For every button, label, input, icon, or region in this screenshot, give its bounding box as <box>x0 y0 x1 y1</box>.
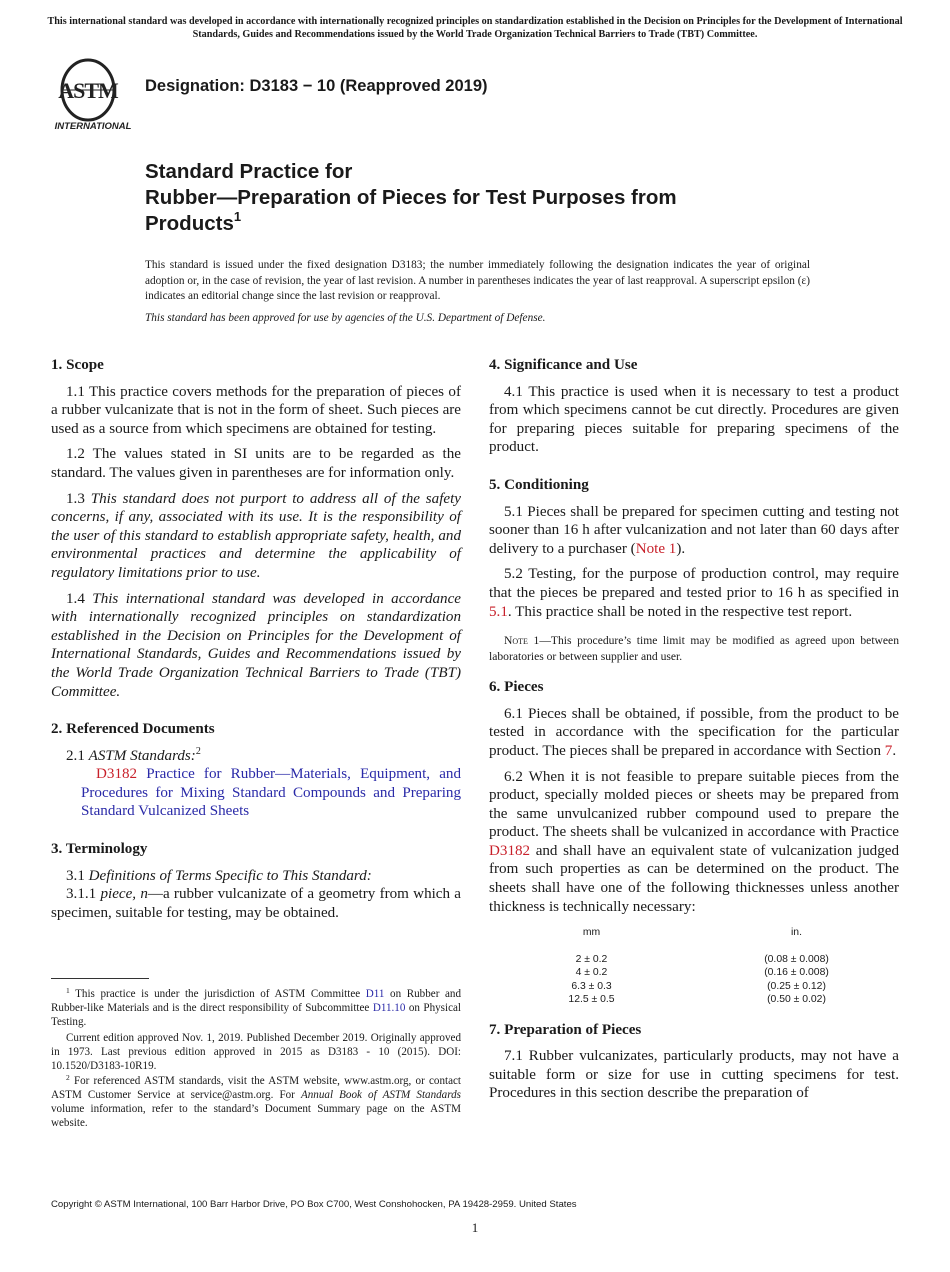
paragraph-6-1: 6.1 Pieces shall be obtained, if possible, from the product to be tested in accordance with the specification for the particular product. The pieces shall be prepared in accordance with Section 7. <box>489 705 899 759</box>
paragraph-4-1: 4.1 This practice is used when it is necessary to test a product from which specimens cannot be cut directly. Procedures are given for preparing pieces suitable for preparing specimens of the product. <box>489 383 899 456</box>
section-terminology <box>51 840 461 922</box>
footnote-2: $^2$ For referenced ASTM standards, visit the ASTM website, www.astm.org, or contact ASTM Customer Service at service@astm.org. For Annual Book of ASTM Standards volume information, refer to the standard’s Document Summary page on the ASTM website. <box>51 1073 461 1130</box>
section-scope <box>51 356 461 701</box>
approved-statement: This standard has been approved for use by agencies of the U.S. Department of Defense. <box>145 312 546 324</box>
section-7-link[interactable]: 7 <box>884 742 893 759</box>
paragraph-7-1: 7.1 Rubber vulcanizates, particularly products, may not have a suitable form or size for use in cutting specimens for test. Procedures in this section describe the preparation of <box>489 1048 899 1102</box>
section-heading: 3. Terminology <box>51 841 148 858</box>
table-row <box>489 953 899 966</box>
subcommittee-d11-10-link[interactable]: D11.10 <box>372 1001 406 1014</box>
issued-statement: This standard is issued under the fixed designation D3183; the number immediately following the designation indicates the year of original adoption or, in the case of revision, the year of last revision. A number in parentheses indicates the year of last reapproval. A superscript epsilon (ε) indicates an editorial change since the last revision or reapproval. <box>145 259 810 302</box>
table-header <box>489 926 899 939</box>
footnote-1: $^1$ This practice is under the jurisdiction of ASTM Committee D11 on Rubber and Rubber-like Materials and is the direct responsibility of Subcommittee D11.10 on Physical Testing. <box>51 986 462 1028</box>
svg-text:ASTM: ASTM <box>58 78 118 103</box>
section-heading: 2. Referenced Documents <box>51 721 215 738</box>
section-5-1-link[interactable]: 5.1 <box>489 603 508 620</box>
section-heading: 6. Pieces <box>489 679 544 696</box>
paragraph-5-1: 5.1 Pieces shall be prepared for specimen cutting and testing not sooner than 16 h after vulcanization and not later than 60 days after delivery to a purchaser (Note 1). <box>489 503 899 557</box>
table-cell: (0.16 ± 0.008) <box>764 967 829 979</box>
astm-logo <box>52 56 134 132</box>
note-1-link[interactable]: Note 1 <box>635 540 677 557</box>
title-footnote-mark: 1 <box>233 209 242 224</box>
section-conditioning <box>489 476 899 664</box>
table-cell: 6.3 ± 0.3 <box>571 980 612 992</box>
paragraph-1-1: 1.1 This practice covers methods for the preparation of pieces of a rubber vulcanizate that is not in the form of sheet. Such pieces are used as a source from which specimens are obtained for testing. <box>51 383 461 437</box>
section-pieces <box>489 678 899 1007</box>
table-row <box>489 966 899 979</box>
section-heading: 7. Preparation of Pieces <box>489 1021 642 1038</box>
column-header-in: in. <box>791 927 802 939</box>
copyright-line: Copyright © ASTM International, 100 Barr Harbor Drive, PO Box C700, West Conshohocken, PA 19428-2959. United States <box>51 1199 577 1210</box>
document-title <box>145 159 845 237</box>
table-row <box>489 993 899 1006</box>
committee-d11-link[interactable]: D11 <box>365 988 385 1000</box>
right-column <box>489 356 899 1122</box>
left-column <box>51 356 461 941</box>
title-line-3: Products$^1$ <box>145 209 242 235</box>
footnote-edition: Current edition approved Nov. 1, 2019. Published December 2019. Originally approved in 1973. Last previous edition approved in 2015 as D3183 - 10 (2015). DOI: 10.1520/D3183-10R19. <box>51 1031 461 1072</box>
standards-notice: This international standard was developed in accordance with internationally recognized principles on standardization established in the Decision on Principles for the Development of International Standards, Guides and Recommendations issued by the World Trade Organization Technical Barriers to Trade (TBT) Committee. <box>47 16 903 40</box>
paragraph-2-1: 2.1 ASTM Standards:$^2$ <box>66 745 201 764</box>
table-cell: 4 ± 0.2 <box>575 967 608 979</box>
note-1: Note 1—This procedure’s time limit may be modified as agreed upon between laboratories or between supplier and user. <box>489 634 900 663</box>
section-significance <box>489 356 899 457</box>
footnote-divider <box>51 978 149 979</box>
paragraph-1-2: 1.2 The values stated in SI units are to be regarded as the standard. The values given in parentheses are for information only. <box>51 446 461 481</box>
paragraph-6-2: 6.2 When it is not feasible to prepare suitable pieces from the product, specially molded pieces or sheets may be prepared from the same unvulcanized rubber compound used to prepare the product. The sheets shall be vulcanized in accordance with Practice D3182 and shall have an equivalent state of vulcanization judged from such properties as can be determined on the product. The sheets shall have one of the following thicknesses unless another thickness is technically necessary: <box>489 768 899 915</box>
designation: Designation: D3183 − 10 (Reapproved 2019) <box>145 77 488 95</box>
thickness-table <box>489 926 899 1006</box>
paragraph-1-3: 1.3 This standard does not purport to address all of the safety concerns, if any, associated with its use. It is the responsibility of the user of this standard to establish appropriate safety, health, and environmental practices and determine the applicability of regulatory limitations prior to use. <box>51 490 462 581</box>
column-header-mm: mm <box>582 927 601 939</box>
table-cell: (0.08 ± 0.008) <box>764 954 829 966</box>
table-cell: (0.25 ± 0.12) <box>767 980 826 992</box>
page-number: 1 <box>471 1220 479 1235</box>
paragraph-5-2: 5.2 Testing, for the purpose of production control, may require that the pieces be prepared and tested prior to 16 h as specified in 5.1. This practice shall be noted in the respective test report. <box>489 566 899 620</box>
footnotes <box>51 988 461 1133</box>
paragraph-3-1-1: 3.1.1 piece, n—a rubber vulcanizate of a geometry from which a specimen, suitable for testing, may be obtained. <box>51 886 462 921</box>
section-heading: 5. Conditioning <box>489 476 589 493</box>
section-heading: 1. Scope <box>51 357 104 373</box>
title-line-2: Rubber—Preparation of Pieces for Test Purposes from <box>145 186 677 209</box>
reference-d3182: D3182 Practice for Rubber—Materials, Equipment, and Procedures for Mixing Standard Compounds and Preparing Standard Vulcanized Sheets <box>81 766 461 820</box>
table-cell: 2 ± 0.2 <box>575 954 608 966</box>
section-heading: 4. Significance and Use <box>489 357 638 373</box>
paragraph-1-4: 1.4 This international standard was developed in accordance with internationally recognized principles on standardization established in the Decision on Principles for the Development of International Standards, Guides and Recommendations issued by the World Trade Organization Technical Barriers to Trade (TBT) Committee. <box>51 590 462 700</box>
reference-link-d3182[interactable]: D3182 <box>96 766 138 783</box>
paragraph-3-1: 3.1 Definitions of Terms Specific to This Standard: <box>66 867 372 884</box>
section-referenced-documents <box>51 720 461 821</box>
section-preparation <box>489 1021 899 1103</box>
practice-d3182-link[interactable]: D3182 <box>489 842 531 859</box>
table-cell: (0.50 ± 0.02) <box>767 994 826 1006</box>
table-row <box>489 980 899 993</box>
svg-text:INTERNATIONAL: INTERNATIONAL <box>54 121 132 132</box>
title-line-1: Standard Practice for <box>145 160 353 183</box>
table-cell: 12.5 ± 0.5 <box>568 994 615 1006</box>
